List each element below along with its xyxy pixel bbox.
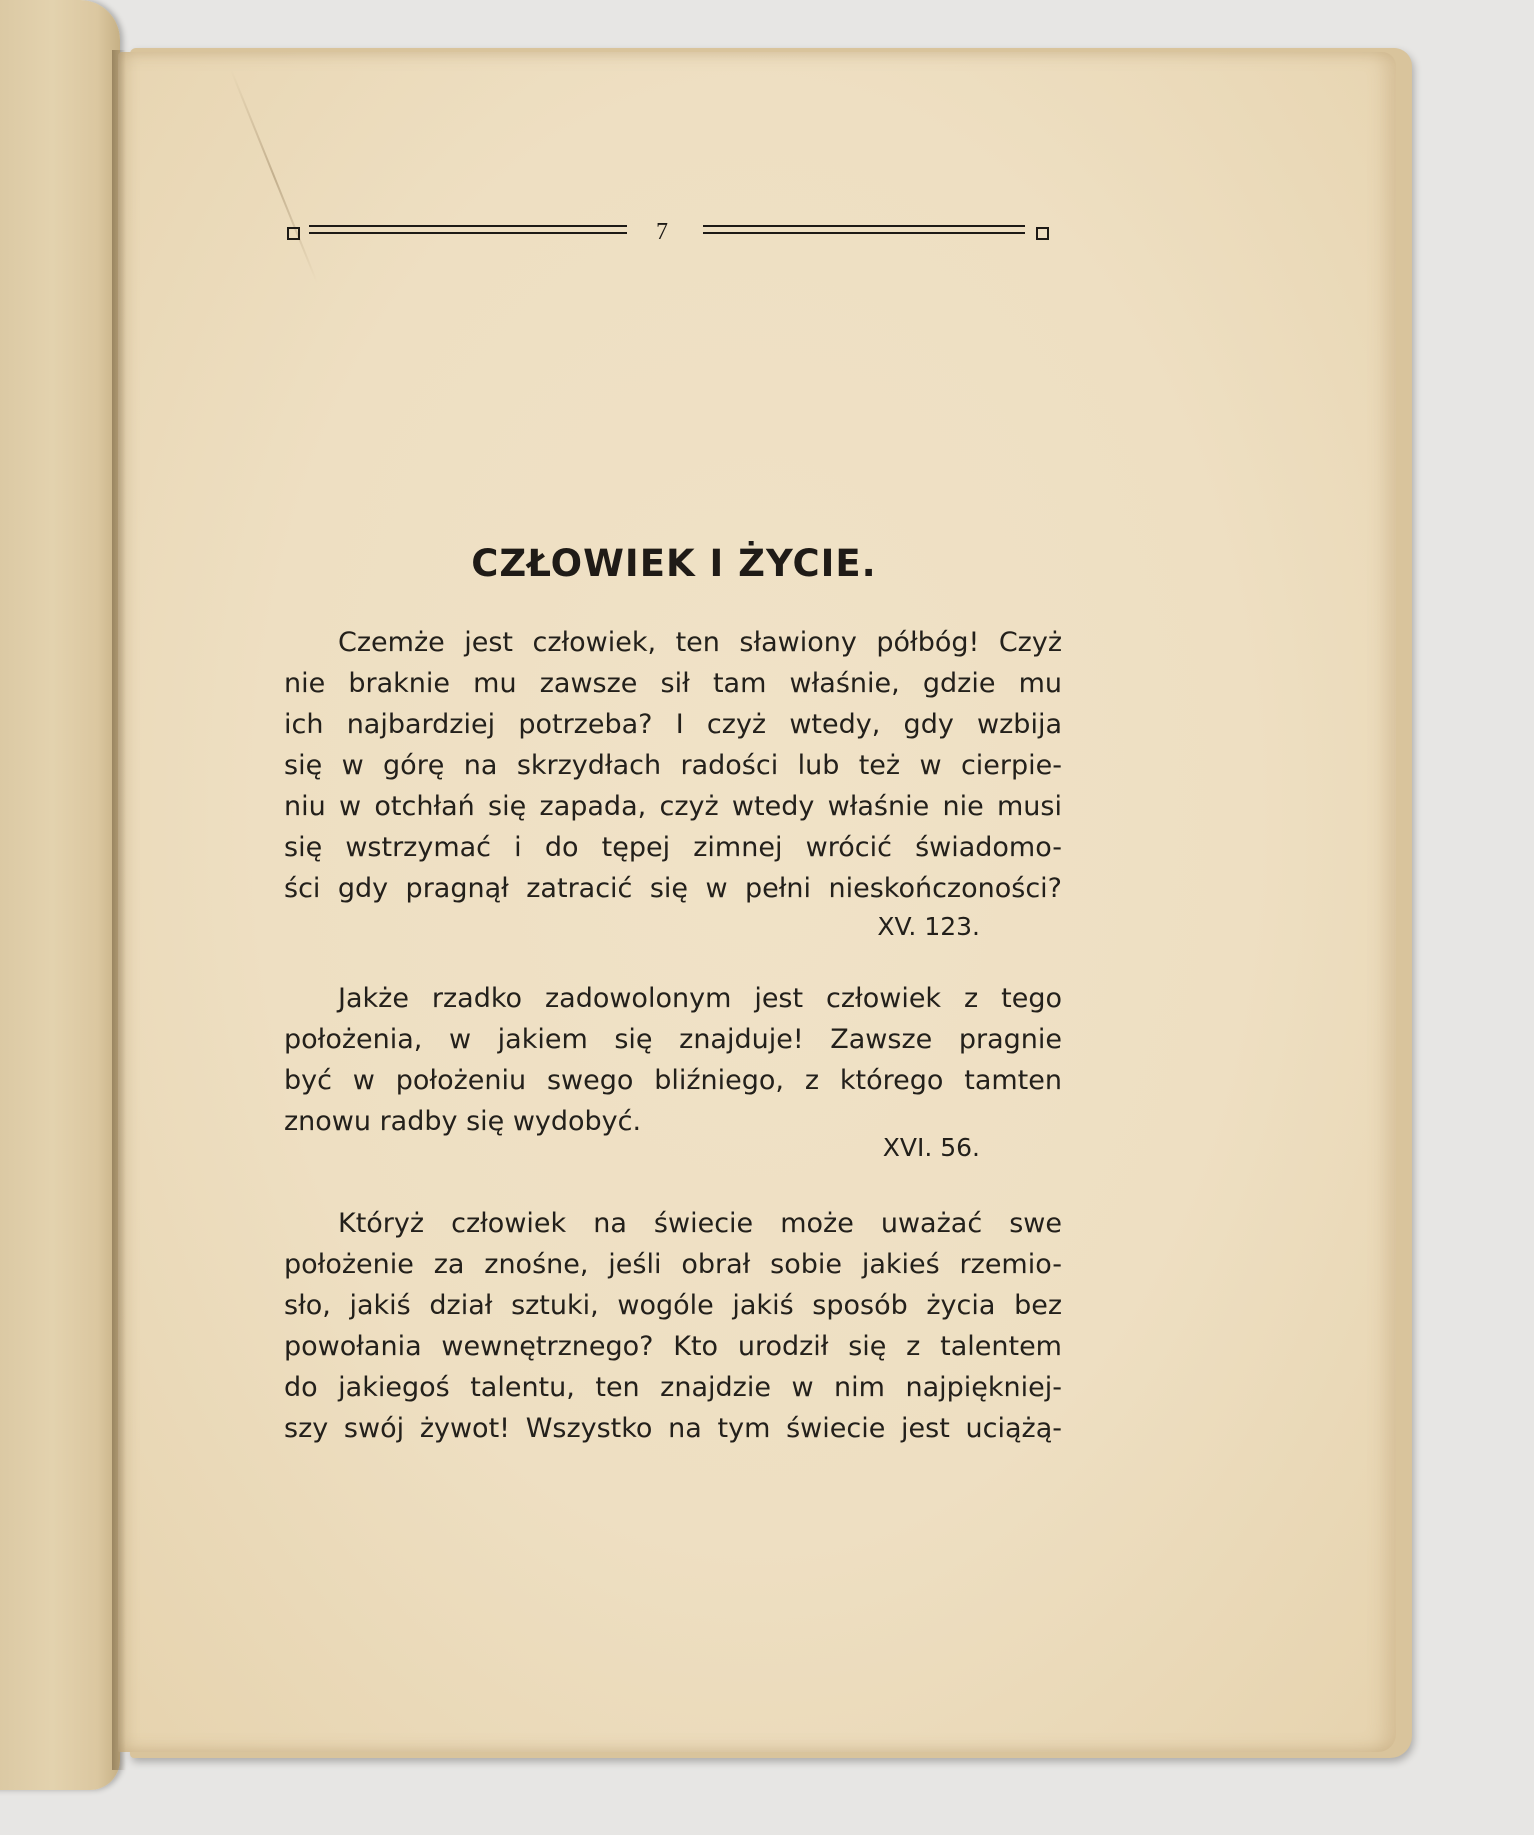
running-head (287, 218, 1049, 248)
ornament-square-right (1036, 227, 1049, 240)
chapter-title: CZŁOWIEK I ŻYCIE. (471, 542, 877, 585)
text-line: Jakże rzadko zadowolonym jest człowiek z tego (338, 983, 1062, 1014)
facing-page-edge (0, 0, 120, 1790)
text-line: do jakiegoś talentu, ten znajdzie w nim najpiękniej- (284, 1372, 1062, 1403)
text-line: się w górę na skrzydłach radości lub też w cierpie- (284, 750, 1062, 781)
text-line: położenie za znośne, jeśli obrał sobie jakieś rzemio- (284, 1249, 1062, 1280)
paragraph-1 (284, 622, 1062, 945)
text-line: Któryż człowiek na świecie może uważać swe (338, 1208, 1062, 1239)
text-line: szy swój żywot! Wszystko na tym świecie jest uciążą- (284, 1413, 1062, 1444)
text-line: ich najbardziej potrzeba? I czyż wtedy, gdy wzbija (284, 709, 1062, 740)
double-rule-left (309, 225, 627, 234)
text-line: ści gdy pragnął zatracić się w pełni nieskończoności? (284, 873, 1062, 904)
text-line: powołania wewnętrznego? Kto urodził się z talentem (284, 1331, 1062, 1362)
text-line: niu w otchłań się zapada, czyż wtedy właśnie nie musi (284, 791, 1062, 822)
text-line: nie braknie mu zawsze sił tam właśnie, gdzie mu (284, 668, 1062, 699)
citation-reference: XV. 123. (877, 912, 980, 941)
double-rule-right (703, 225, 1025, 234)
spine-shadow (112, 50, 126, 1770)
text-line: Czemże jest człowiek, ten sławiony półbóg! Czyż (338, 627, 1062, 658)
text-line: być w położeniu swego bliźniego, z którego tamten (284, 1065, 1062, 1096)
page-number: 7 (656, 219, 668, 245)
citation-reference: XVI. 56. (882, 1133, 980, 1162)
text-line: się wstrzymać i do tępej zimnej wrócić świadomo- (284, 832, 1062, 863)
text-line: sło, jakiś dział sztuki, wogóle jakiś sposób życia bez (284, 1290, 1062, 1321)
paragraph-3 (284, 1203, 1062, 1449)
paragraph-2 (284, 978, 1062, 1166)
text-line: położenia, w jakiem się znajduje! Zawsze pragnie (284, 1024, 1062, 1055)
text-line: znowu radby się wydobyć. (284, 1106, 642, 1137)
ornament-square-left (287, 227, 300, 240)
